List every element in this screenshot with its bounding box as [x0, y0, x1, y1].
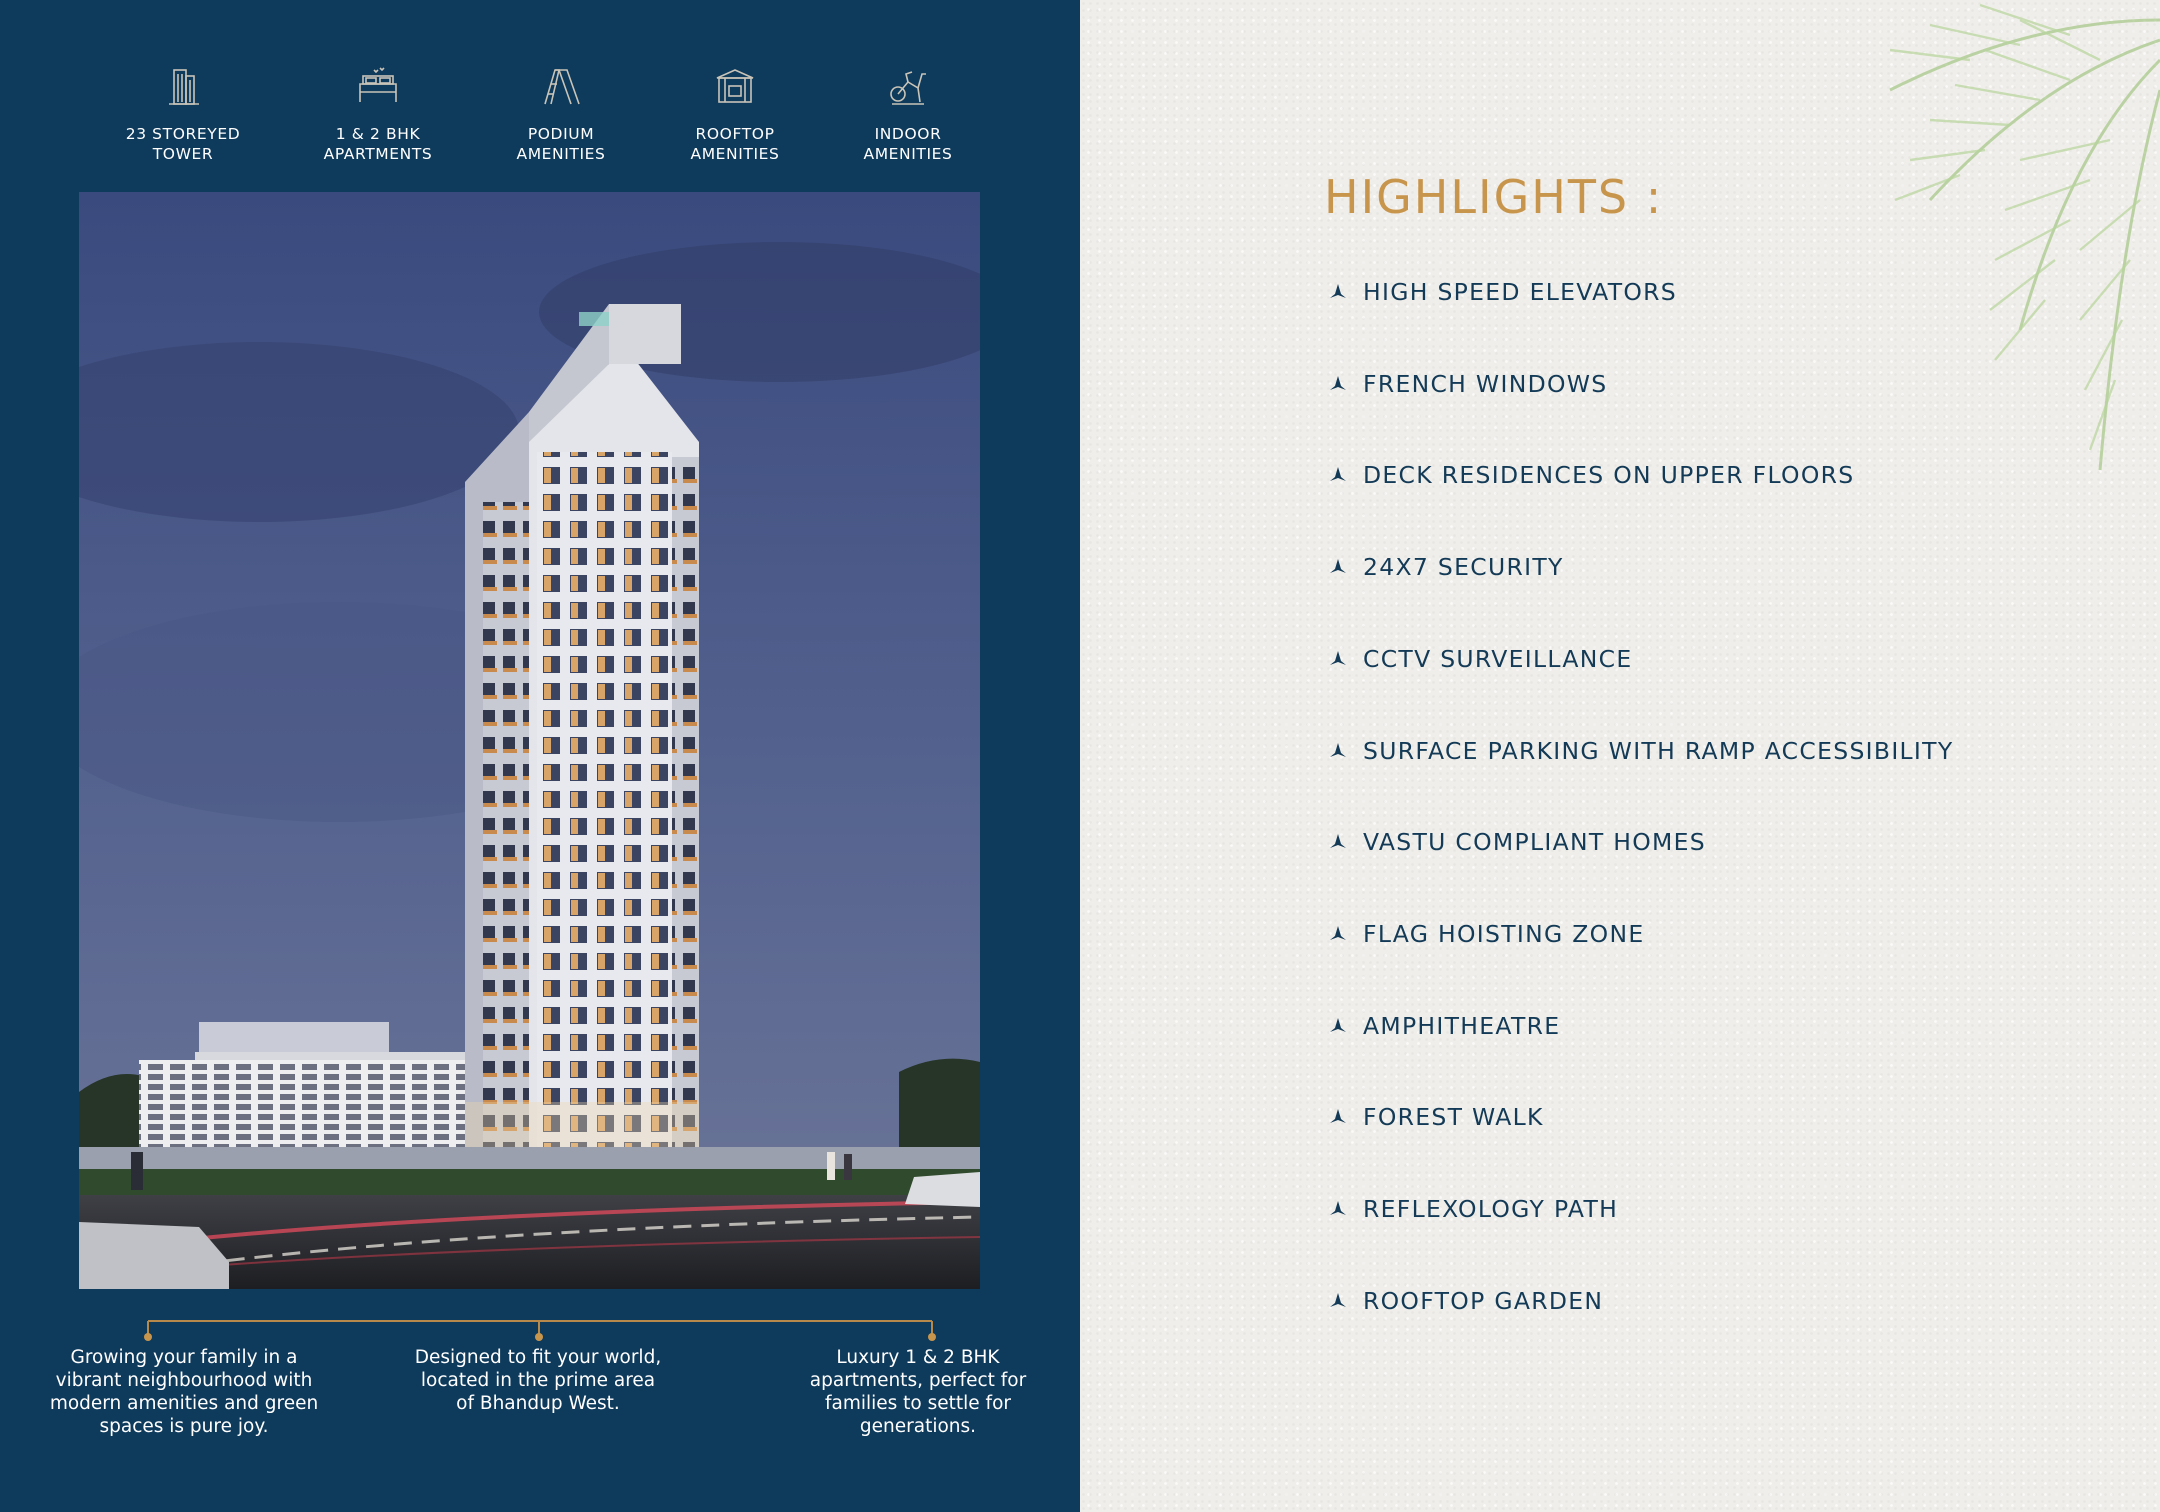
arrow-bullet-icon: [1328, 1199, 1348, 1219]
palm-leaf-decoration: [1770, 0, 2160, 520]
highlight-text: VASTU COMPLIANT HOMES: [1363, 828, 1706, 857]
caption-luxury: Luxury 1 & 2 BHK apartments, perfect for families to settle for generations.: [809, 1347, 1027, 1437]
highlight-item: [1328, 1189, 1618, 1229]
highlight-item: [1328, 455, 1854, 495]
tower-icon: [159, 62, 207, 110]
arrow-bullet-icon: [1328, 1107, 1348, 1127]
right-panel: [1080, 0, 2160, 1512]
arrow-bullet-icon: [1328, 1291, 1348, 1311]
highlight-text: ROOFTOP GARDEN: [1363, 1286, 1604, 1315]
highlight-item: [1328, 547, 1564, 587]
feature-label: PODIUM AMENITIES: [516, 125, 606, 163]
arrow-bullet-icon: [1328, 832, 1348, 852]
highlight-text: FOREST WALK: [1363, 1103, 1544, 1132]
exercise-bike-icon: [884, 62, 932, 110]
highlights-title: HIGHLIGHTS :: [1324, 170, 1664, 224]
highlight-item: [1328, 639, 1632, 679]
highlight-item: [1328, 1281, 1603, 1321]
feature-label: ROOFTOP AMENITIES: [690, 125, 780, 163]
highlight-text: SURFACE PARKING WITH RAMP ACCESSIBILITY: [1363, 736, 1954, 765]
slide-icon: [537, 62, 585, 110]
feature-rooftop: [635, 62, 835, 164]
feature-label: 1 & 2 BHK APARTMENTS: [323, 125, 433, 163]
arrow-bullet-icon: [1328, 1016, 1348, 1036]
highlight-text: HIGH SPEED ELEVATORS: [1363, 278, 1678, 306]
arrow-bullet-icon: [1328, 741, 1348, 761]
highlight-item: [1328, 822, 1706, 862]
highlight-text: CCTV SURVEILLANCE: [1363, 644, 1633, 673]
caption-location: Designed to fit your world, located in the prime area of Bhandup West.: [414, 1347, 662, 1414]
highlight-item: [1328, 364, 1608, 404]
arrow-bullet-icon: [1328, 649, 1348, 669]
feature-indoor: [808, 62, 1008, 164]
arrow-bullet-icon: [1328, 282, 1348, 302]
caption-family: Growing your family in a vibrant neighbourhood with modern amenities and green spaces is pure joy.: [49, 1347, 319, 1437]
pavilion-icon: [711, 62, 759, 110]
feature-apartments: [278, 62, 478, 164]
arrow-bullet-icon: [1328, 557, 1348, 577]
highlight-text: FRENCH WINDOWS: [1363, 369, 1608, 398]
highlight-text: FLAG HOISTING ZONE: [1363, 919, 1645, 948]
highlight-text: AMPHITHEATRE: [1363, 1011, 1561, 1040]
arrow-bullet-icon: [1328, 374, 1348, 394]
feature-podium: [461, 62, 661, 164]
highlight-text: 24X7 SECURITY: [1363, 553, 1564, 582]
feature-label: INDOOR AMENITIES: [863, 125, 953, 163]
highlight-item: [1328, 914, 1644, 954]
arrow-bullet-icon: [1328, 924, 1348, 944]
building-render-image: [79, 192, 980, 1289]
highlight-item: [1328, 1006, 1560, 1046]
highlight-item: [1328, 1097, 1544, 1137]
feature-icons-row: [0, 62, 1080, 172]
highlight-text: REFLEXOLOGY PATH: [1363, 1195, 1619, 1223]
highlight-text: DECK RESIDENCES ON UPPER FLOORS: [1363, 461, 1855, 490]
highlight-item: [1328, 272, 1677, 312]
arrow-bullet-icon: [1328, 465, 1348, 485]
feature-label: 23 STOREYED TOWER: [125, 125, 241, 163]
highlight-item: [1328, 731, 1953, 771]
bed-icon: [354, 62, 402, 110]
feature-tower: [83, 62, 283, 164]
